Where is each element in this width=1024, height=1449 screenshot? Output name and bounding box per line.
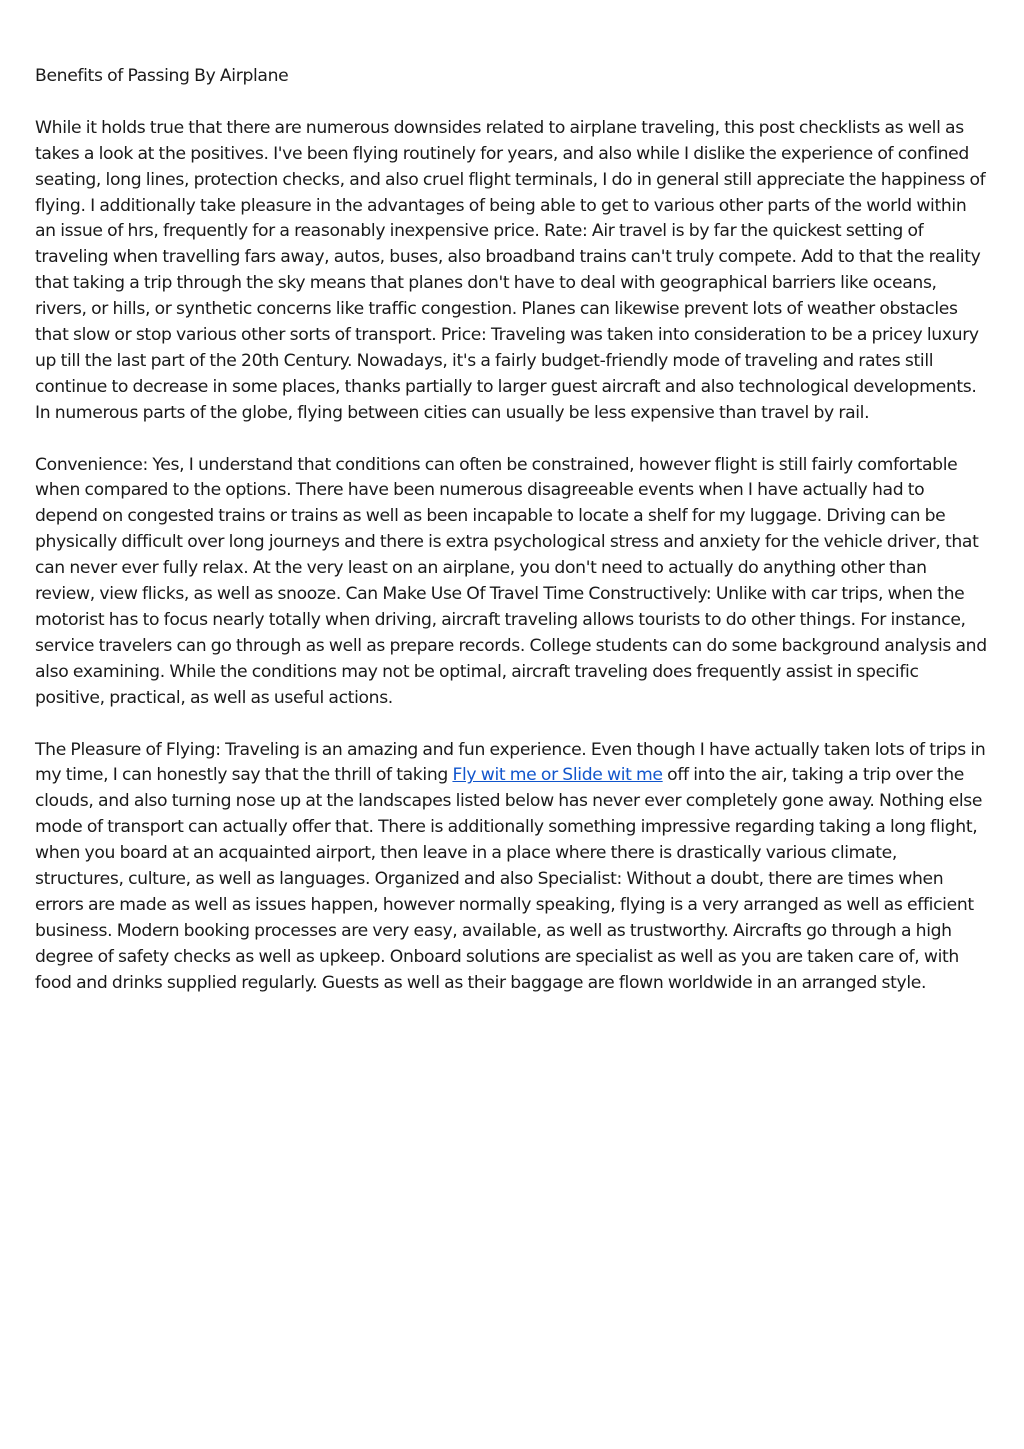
paragraph-pleasure-text-end: off into the air, taking a trip over the clouds, and also turning nose up at the landscapes listed below has never ever completely gone away. Nothing else mode of transport can actually offer that. There is additionally something impressive regarding taking a long flight, when you board at an acquainted airport, then leave in a place where there is drastically various climate, structures, culture, as well as languages. Organized and also Specialist: Without a doubt, there are times when errors are made as well as issues happen, however normally speaking, flying is a very arranged as well as efficient business. Modern booking processes are very easy, available, as well as trustworthy. Aircrafts go through a high degree of safety checks as well as upkeep. Onboard solutions are specialist as well as you are taken care of, with food and drinks supplied regularly. Guests as well as their baggage are flown worldwide in an arranged style.	[35, 765, 983, 993]
paragraph-convenience: Convenience: Yes, I understand that conditions can often be constrained, however flight is still fairly comfortable when compared to the options. There have been numerous disagreeable events when I have actually had to depend on congested trains or trains as well as been incapable to locate a shelf for my luggage. Driving can be physically difficult over long journeys and there is extra psychological stress and anxiety for the vehicle driver, that can never ever fully relax. At the very least on an airplane, you don't need to actually do anything other than review, view flicks, as well as snooze. Can Make Use Of Travel Time Constructively: Unlike with car trips, when the motorist has to focus nearly totally when driving, aircraft traveling allows tourists to do other things. For instance, service travelers can go through as well as prepare records. College students can do some background analysis and also examining. While the conditions may not be optimal, aircraft traveling does frequently assist in specific positive, practical, as well as useful actions.	[35, 454, 987, 708]
document-title: Benefits of Passing By Airplane	[35, 66, 289, 86]
paragraph-pleasure-of-flying	[35, 738, 990, 997]
paragraph-pleasure-text-start: The Pleasure of Flying: Traveling is an amazing and fun experience. Even though I have actually taken lots of trips in my time, I can honestly say that the thrill of taking	[35, 739, 986, 786]
document-page	[35, 64, 990, 1022]
fly-wit-me-link[interactable]: Fly wit me or Slide wit me	[452, 765, 663, 786]
paragraph-advantages: While it holds true that there are numerous downsides related to airplane traveling, this post checklists as well as takes a look at the positives. I've been flying routinely for years, and also while I dislike the experience of confined seating, long lines, protection checks, and also cruel flight terminals, I do in general still appreciate the happiness of flying. I additionally take pleasure in the advantages of being able to get to various other parts of the world within an issue of hrs, frequently for a reasonably inexpensive price. Rate: Air travel is by far the quickest setting of traveling when travelling fars away, autos, buses, also broadband trains can't truly compete. Add to that the reality that taking a trip through the sky means that planes don't have to deal with geographical barriers like oceans, rivers, or hills, or synthetic concerns like traffic congestion. Planes can likewise prevent lots of weather obstacles that slow or stop various other sorts of transport. Price: Traveling was taken into consideration to be a pricey luxury up till the last part of the 20th Century. Nowadays, it's a fairly budget-friendly mode of traveling and rates still continue to decrease in some places, thanks partially to larger guest aircraft and also technological developments. In numerous parts of the globe, flying between cities can usually be less expensive than travel by rail.	[35, 117, 986, 423]
